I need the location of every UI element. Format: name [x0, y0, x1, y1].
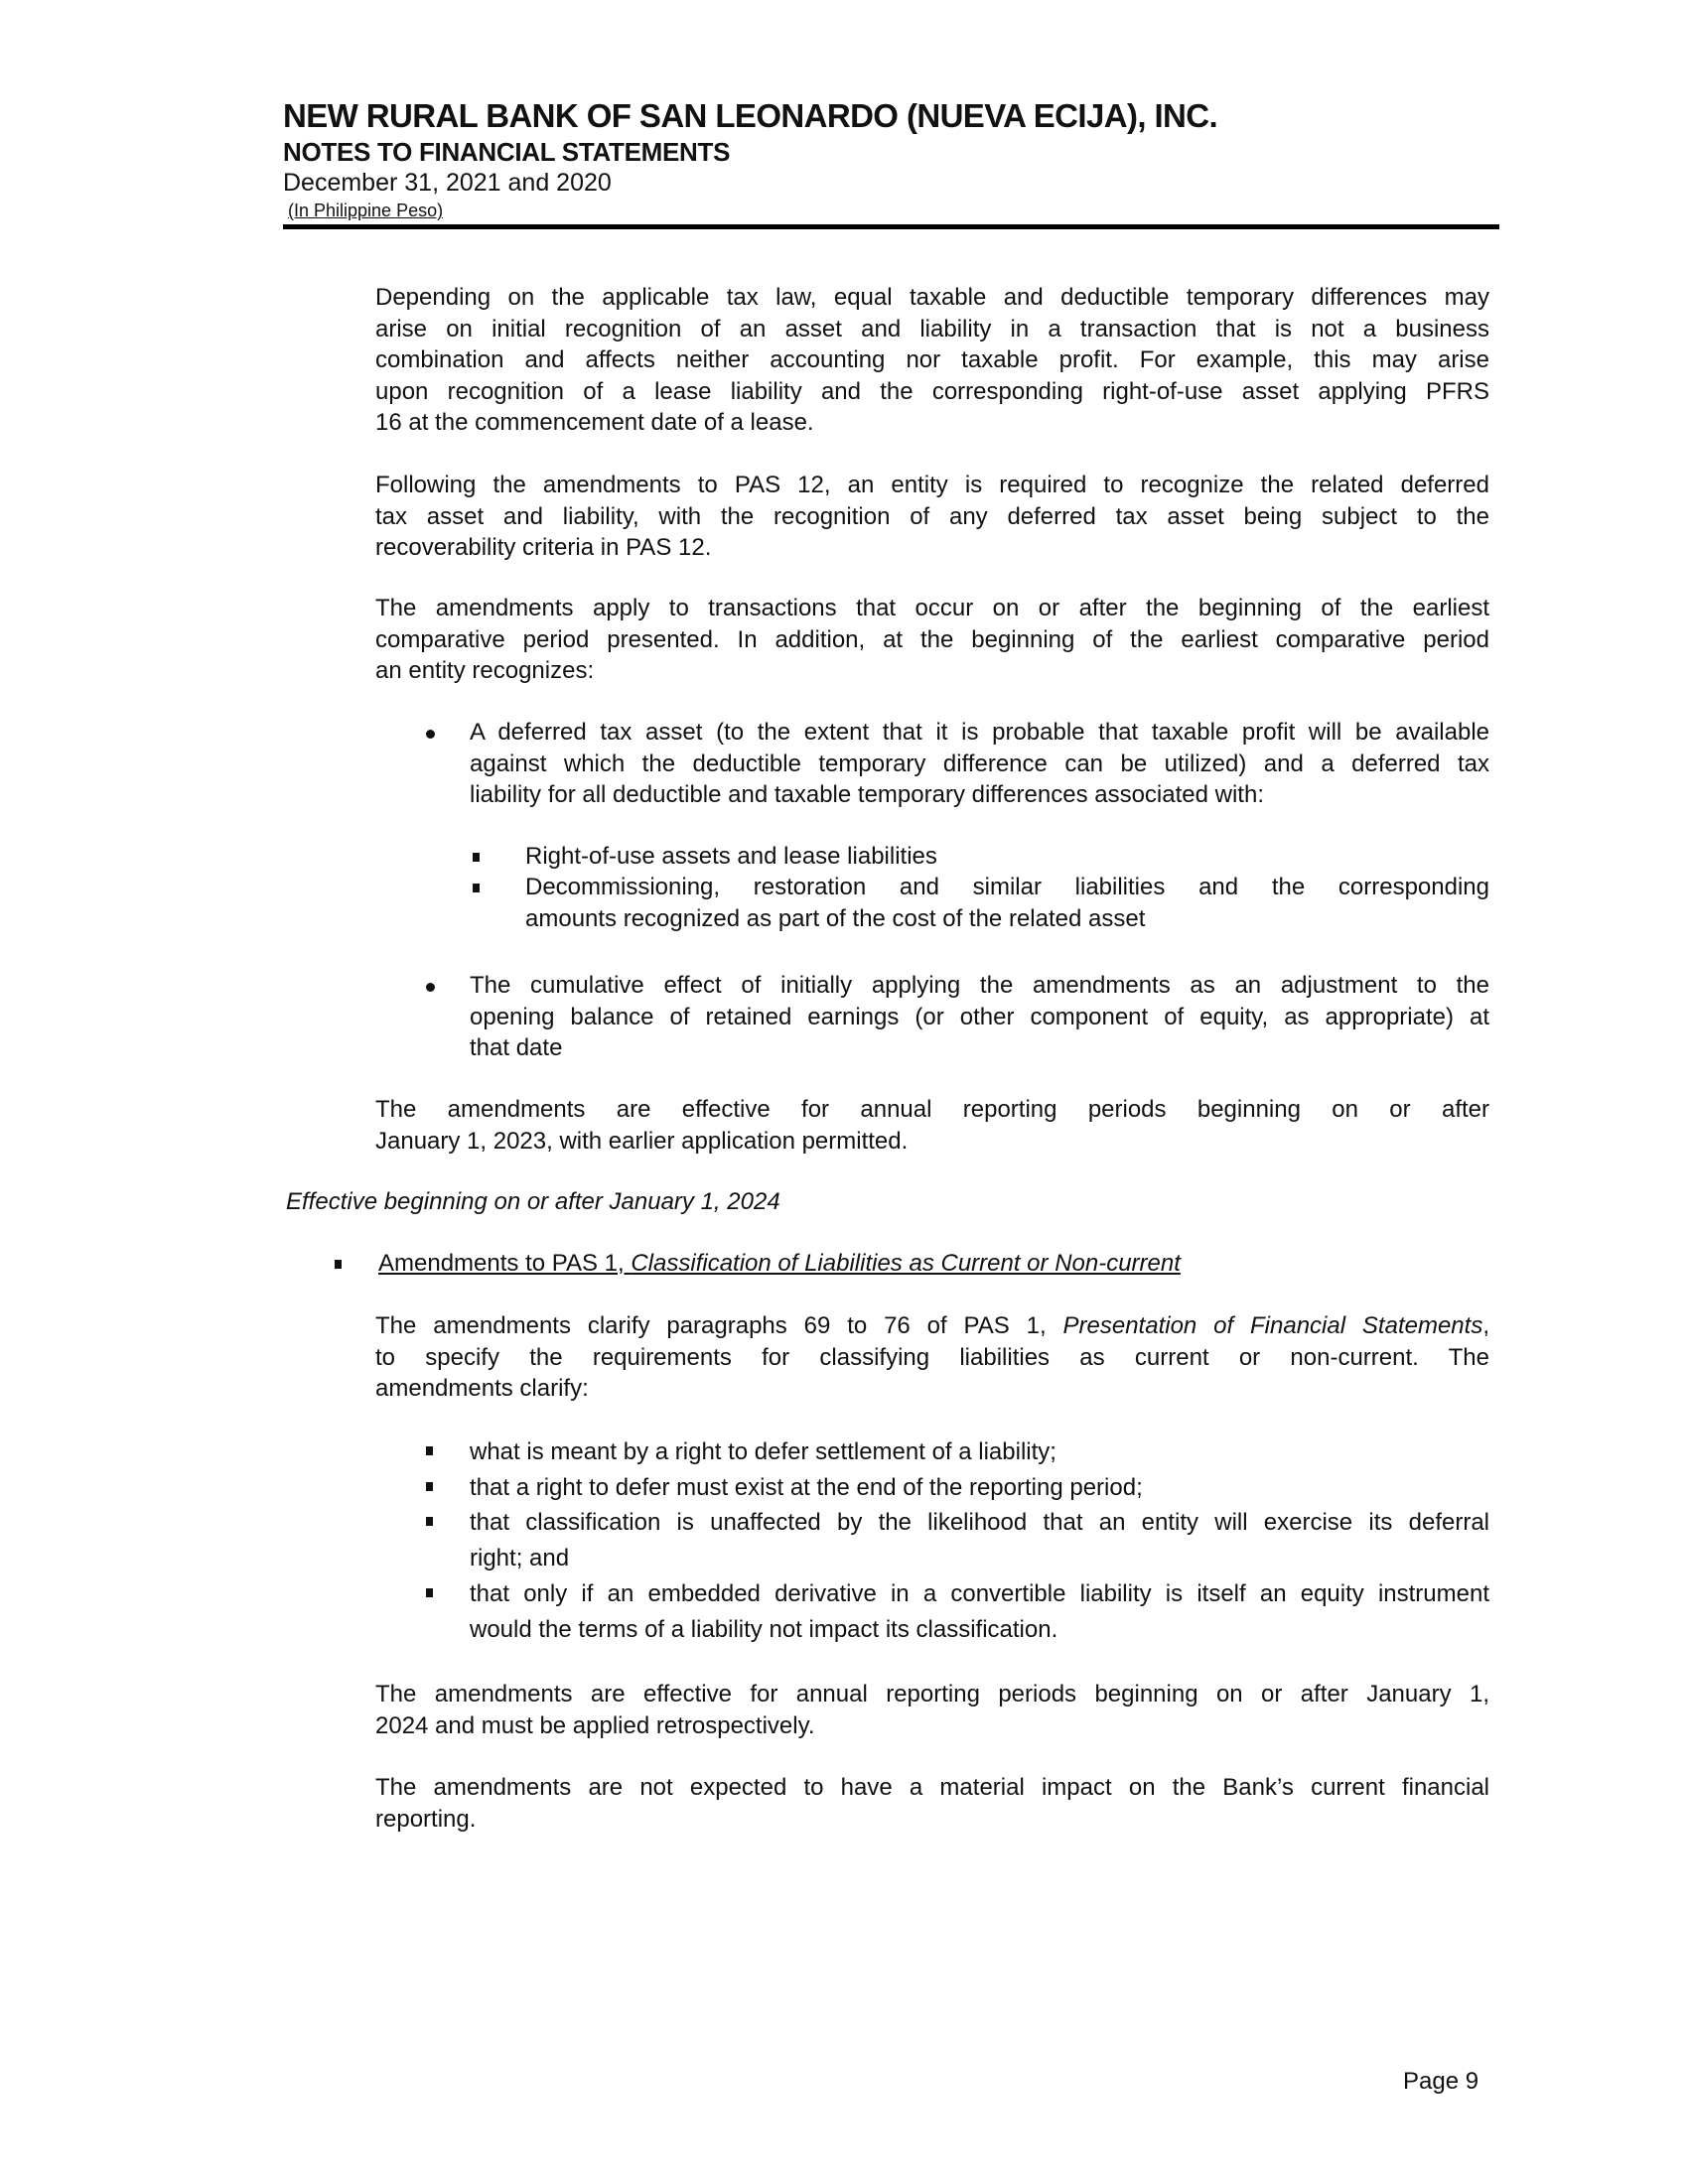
paragraph-material-impact — [375, 1772, 1489, 1835]
bullet-dot-icon — [426, 983, 435, 992]
text-line: recoverability criteria in PAS 12. — [375, 534, 712, 561]
text-line: opening balance of retained earnings (or other component of equity, as appropriate) at — [470, 1003, 1489, 1030]
text-line: The amendments are not expected to have a material impact on the Bank’s current financial — [375, 1774, 1489, 1801]
text-line: that date — [470, 1034, 563, 1061]
header-rule — [283, 224, 1499, 229]
text-line: that classification is unaffected by the likelihood that an entity will exercise its deferral — [470, 1509, 1489, 1536]
square-bullet-icon — [426, 1517, 433, 1526]
paragraph-pas1-clarify — [375, 1310, 1489, 1405]
bullet-cumulative-effect — [470, 970, 1489, 1064]
section-heading-2024 — [286, 1186, 1477, 1218]
text-line: arise on initial recognition of an asset and liability in a transaction that is not a business — [375, 315, 1489, 342]
text-line: tax asset and liability, with the recognition of any deferred tax asset being subject to the — [375, 502, 1489, 530]
text-line: The cumulative effect of initially applying the amendments as an adjustment to the — [470, 972, 1489, 999]
clarify-item — [470, 1505, 1489, 1575]
text-line: against which the deductible temporary difference can be utilized) and a deferred tax — [470, 750, 1489, 777]
company-name: NEW RURAL BANK OF SAN LEONARDO (NUEVA ECIJA), INC. — [283, 97, 1218, 134]
text-line: Effective beginning on or after January 1, 2024 — [286, 1188, 780, 1215]
text-line: right; and — [470, 1544, 570, 1571]
text-line: upon recognition of a lease liability and the corresponding right-of-use asset applying PFRS — [375, 377, 1489, 405]
clarify-item — [470, 1434, 1489, 1470]
text-line: The amendments are effective for annual reporting periods beginning on or after January 1, — [375, 1681, 1489, 1707]
paragraph-effective-2024 — [375, 1679, 1489, 1741]
sub-bullet-decommissioning — [525, 872, 1489, 934]
text-line: would the terms of a liability not impact its classification. — [470, 1615, 1058, 1643]
text-line: amounts recognized as part of the cost of the related asset — [525, 904, 1146, 932]
page-number: Page 9 — [1403, 2068, 1479, 2095]
paragraph-pas12-recognition — [375, 470, 1489, 564]
text-line: reporting. — [375, 1805, 477, 1833]
clarify-item — [470, 1470, 1489, 1506]
text-line: A deferred tax asset (to the extent that it is probable that taxable profit will be available — [470, 719, 1489, 746]
text-line: comparative period presented. In addition, at the beginning of the earliest comparative period — [375, 625, 1489, 653]
text-line: what is meant by a right to defer settlement of a liability; — [470, 1438, 1056, 1465]
document-subtitle: NOTES TO FINANCIAL STATEMENTS — [283, 137, 731, 167]
text-line: The amendments apply to transactions that occur on or after the beginning of the earliest — [375, 595, 1489, 621]
text-line: an entity recognizes: — [375, 657, 595, 684]
bullet-dot-icon — [426, 730, 435, 739]
text-line: that a right to defer must exist at the end of the reporting period; — [470, 1474, 1143, 1501]
paragraph-effective-2023 — [375, 1094, 1489, 1157]
text-line: amendments clarify: — [375, 1375, 589, 1402]
text-line: 16 at the commencement date of a lease. — [375, 409, 814, 436]
square-bullet-icon — [335, 1260, 342, 1269]
square-bullet-icon — [473, 853, 480, 862]
paragraph-temporary-differences — [375, 282, 1489, 439]
text-line: The amendments are effective for annual reporting periods beginning on or after — [375, 1096, 1489, 1123]
text-line: liability for all deductible and taxable temporary differences associated with: — [470, 781, 1264, 808]
amendment-title-italic: Classification of Liabilities as Current or Non-current — [631, 1250, 1181, 1277]
text-line: combination and affects neither accounting nor taxable profit. For example, this may arise — [375, 346, 1489, 373]
text-line: that only if an embedded derivative in a convertible liability is itself an equity instrument — [470, 1580, 1489, 1607]
text-line — [378, 1248, 1490, 1280]
text-line: Depending on the applicable tax law, equal taxable and deductible temporary differences may — [375, 284, 1489, 311]
currency-note: (In Philippine Peso) — [288, 201, 444, 220]
square-bullet-icon — [473, 884, 480, 892]
text-span: , — [1482, 1312, 1489, 1339]
clarify-item — [470, 1576, 1489, 1647]
amendment-title-pas1 — [378, 1248, 1490, 1280]
text-line: Decommissioning, restoration and similar liabilities and the corresponding — [525, 874, 1489, 900]
text-line: January 1, 2023, with earlier application permitted. — [375, 1127, 909, 1155]
text-line: to specify the requirements for classifying liabilities as current or non-current. The — [375, 1343, 1489, 1371]
square-bullet-icon — [426, 1588, 433, 1597]
text-line — [375, 1310, 1489, 1342]
amendment-title-plain: Amendments to PAS 1, — [378, 1250, 632, 1277]
square-bullet-icon — [426, 1446, 433, 1455]
text-line: 2024 and must be applied retrospectively. — [375, 1711, 815, 1739]
period-label: December 31, 2021 and 2020 — [283, 169, 612, 197]
paragraph-amendments-apply — [375, 593, 1489, 687]
text-line: Right-of-use assets and lease liabilities — [525, 843, 937, 870]
sub-bullet-right-of-use — [525, 841, 1489, 873]
bullet-deferred-tax-asset — [470, 717, 1489, 811]
text-span: The amendments clarify paragraphs 69 to 76 of PAS 1, — [375, 1312, 1063, 1339]
text-line: Following the amendments to PAS 12, an entity is required to recognize the related deferred — [375, 472, 1489, 498]
text-span-italic: Presentation of Financial Statements — [1062, 1312, 1483, 1339]
square-bullet-icon — [426, 1482, 433, 1491]
